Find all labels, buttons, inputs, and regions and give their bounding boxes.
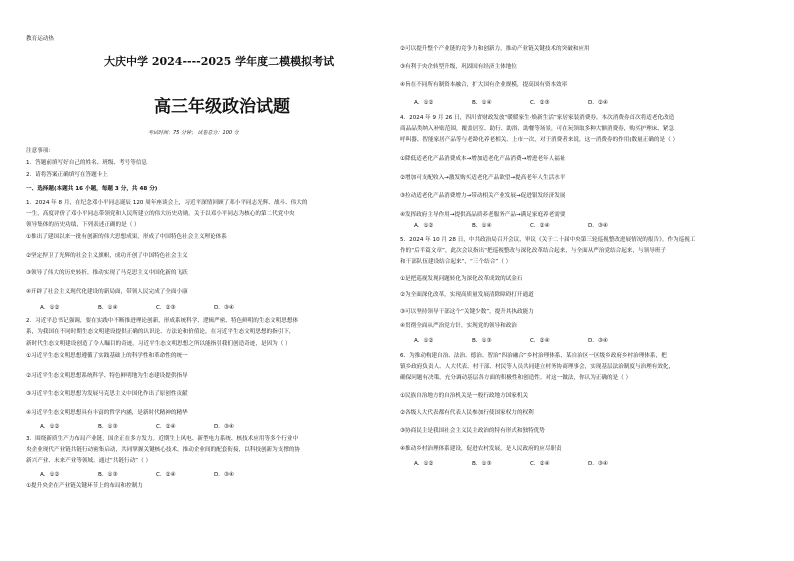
text-line: ①推出了建国以来一批有创新的伟大思想成果，形成了中国特色社会主义理论体系 — [26, 234, 227, 240]
options-q3 — [40, 472, 272, 479]
text-line: ③拉动适老化产品消费增力→带动相关产业发展→促进银发经济发展 — [400, 193, 566, 199]
text-line: ④旨在不同所有制资本融合，扩大国有企业规模，提高国有资本效率 — [400, 82, 568, 88]
text-line: ②增加可支配收入→激发购买适老化产品欲望→提高老年人生活水平 — [400, 175, 566, 181]
answer-option: A．①② — [40, 424, 60, 430]
options-q1 — [40, 305, 272, 312]
text-line: 呼叫器、智能家居产品等与老龄化养老相关、上市一次，对于消费者来说，这一消费券的作用(数量正确的是（ ） — [400, 137, 679, 143]
text-line: ②各级人大代表都有代表人民参加行使国家权力的权利 — [400, 410, 534, 416]
text-line: ③习近平生态文明思想为发展马克思主义中国化作出了原创性贡献 — [26, 391, 188, 397]
text-line: 一、选择题(本题共 16 小题，每题 3 分，共 48 分) — [26, 186, 158, 192]
text-line: 镇乡政府负责人、人大代表、村干部、村民等人员共同建立村务协商理事会，实现基层法治制度与治理有效化， — [400, 364, 675, 370]
text-line: 考试时间：75 分钟； 试卷总分：100 分 — [148, 130, 239, 136]
text-line: 确保问题有决策，充分调动基层各方面的积极性和创造性。对这一做法，你认为正确的是（ ） — [400, 375, 632, 381]
text-line: 4．2024 年 9 月 26 日，四川省财政发放“暖暖家生·焕新生活”家居家装消费券，本次消费券首次将适老化改造 — [400, 115, 675, 121]
answer-option: D．③④ — [214, 424, 234, 430]
answer-option: B．①③ — [472, 461, 492, 467]
answer-option: D．③④ — [214, 472, 234, 478]
text-line: 注意事项： — [26, 148, 54, 154]
text-line: 1．答题前填写好自己的姓名、班级、考号等信息 — [26, 160, 148, 166]
answer-option: C．②④ — [530, 338, 550, 344]
text-line: 1．2024 年 8 月，在纪念邓小平同志诞辰 120 周年座谈会上，习近平深情回顾了邓小平同志光辉、战斗、伟大的 — [26, 200, 308, 206]
answer-option: C．②④ — [156, 472, 176, 478]
answer-option: A．①② — [414, 223, 434, 229]
answer-option: C．②③ — [530, 100, 550, 106]
answer-option: A．①② — [414, 461, 434, 467]
text-line: 2．习近平总书记强调，要在实践中不断推进理论创新，形成系统科学、逻辑严密、特色鲜明的生态文明思想体 — [26, 318, 299, 324]
text-line: ③可以坚持领导干部这个“关键少数”，提升其执政能力 — [400, 309, 534, 315]
text-line: ③领导了伟大的历史转折，推动实现了马克思主义中国化新的飞跃 — [26, 270, 188, 276]
text-line: 新时代生态文明建设创造了令人瞩目的奇迹。习近平生态文明思想之所以能指引我们创造奇迹，是因为（ ） — [26, 341, 291, 347]
answer-option: B．①③ — [472, 338, 492, 344]
options-q4 — [414, 223, 646, 230]
text-line: ②坚定捍卫了光辉的社会主义旗帜，成功开创了中国特色社会主义 — [26, 253, 188, 259]
text-line: 商品品类纳入补贴范围，覆盖居室、助行、助浴、助餐等场景，可在玩领取多种大额消费券，购买护理床、紧急 — [400, 126, 675, 132]
text-line: ①提升央企在产业链关键环节上的布局和控制力 — [26, 483, 143, 489]
text-line: 3．围绕新质生产力布局产业链，国企正在多方发力。近期生上风电、新型电力系统、核技术应用等多个行业中 — [26, 436, 299, 442]
answer-option: D．③④ — [588, 461, 608, 467]
text-line: 5．2024 年 10 月 28 日，中共政治局召开会议，审议《关于二十届中央第三轮巡视整改进展情况的报告》。作为巡视工 — [400, 237, 696, 243]
options-q5 — [414, 338, 646, 345]
answer-option: B．①④ — [98, 305, 118, 311]
text-line: ④习近平生态文明思想具有丰富的哲学内涵，是新时代精神的精华 — [26, 410, 188, 416]
text-line: 2．请将答案正确填写在答题卡上 — [26, 172, 108, 178]
text-line: ④推动乡村治理体系建设，促进农村发展，是人民政府的应尽职责 — [400, 446, 562, 452]
text-line: 领导集体的历史功绩，下列表述正确的是（ ） — [26, 222, 140, 228]
text-line: 作的“后半篇文章”，此次会议指出“把巡视整改与深化改革结合起来，与全面从严治党结合起来，与领导班子 — [400, 248, 667, 254]
text-line: ④发挥政府主导作用→提供高品质养老服务产品→满足家庭养老需要 — [400, 212, 566, 218]
text-line: ②习近平生态文明思想系统科学、特色鲜明地为生态建设提供指导 — [26, 373, 188, 379]
text-line: ④开辟了社会主义现代化建设的新局面，带领人民完成了全面小康 — [26, 289, 188, 295]
text-line: ①习近平生态文明思想遵循了实践基础上的科学性和革命性的统一 — [26, 353, 188, 359]
answer-option: C．②④ — [156, 424, 176, 430]
answer-option: B．①③ — [98, 424, 118, 430]
text-line: ②可以提升整个产业链的竞争力和创新力，推动产业链关键技术的突破和应用 — [400, 46, 590, 52]
options-q3 — [414, 100, 646, 107]
answer-option: D．②④ — [588, 100, 608, 106]
text-line: 6．为推动构建自治、法治、德治、智治“四治融合”乡村治理体系，某自治区一区级乡政府乡村治理体系，把 — [400, 353, 667, 359]
answer-option: C．②④ — [530, 461, 550, 467]
text-line: ④贯彻全面从严治党方针，实现党的领导和政治 — [400, 323, 517, 329]
text-line: ②为全面深化改革，实现高质量发展清除障碍打开通道 — [400, 292, 534, 298]
answer-option: A．①② — [414, 100, 434, 106]
answer-option: B．①④ — [472, 100, 492, 106]
options-q6 — [414, 461, 646, 468]
answer-option: A．①② — [40, 305, 60, 311]
options-q2 — [40, 424, 272, 431]
answer-option: D．③④ — [214, 305, 234, 311]
answer-option: D．③④ — [588, 338, 608, 344]
answer-option: B．①③ — [98, 472, 118, 478]
text-line: 和干部队伍建设结合起来”，“三个结合”（ ） — [400, 259, 512, 265]
text-line: ③有利于央企转型升级，巩固国有经济主体地位 — [400, 64, 517, 70]
answer-option: D．③④ — [588, 223, 608, 229]
text-line: ①降低适老化产品消费成本→增加适老化产品消费→增进老年人福祉 — [400, 156, 566, 162]
exam-header-title: 大庆中学 2024----2025 学年度二模模拟考试 — [104, 55, 335, 68]
answer-option: C．②③ — [156, 305, 176, 311]
answer-option: A．①② — [40, 472, 60, 478]
text-line: ①民族自治地方的自治机关是一般行政地方国家机关 — [400, 393, 529, 399]
exam-subject-title: 高三年级政治试题 — [154, 97, 290, 117]
answer-option: A．①② — [414, 338, 434, 344]
answer-option: C．②④ — [530, 223, 550, 229]
text-line: 央企业现代产业链共链行动密集启动，共同掌握关键核心技术，推动企业间的配套衔接，以科技创新为支撑的协 — [26, 447, 301, 453]
text-line: 教育运动热 — [26, 36, 54, 42]
text-line: 一生，高度评价了邓小平同志带领党和人民所建立的伟大历史功勋。关于以邓小平同志为核心的第二代党中央 — [26, 211, 295, 217]
answer-option: B．①④ — [472, 223, 492, 229]
text-line: 新兴产业、未来产业等领域。通过“共链行动”（ ） — [26, 458, 152, 464]
text-line: ③协商民主是我国社会主义民主政治的特有形式和独特优势 — [400, 428, 545, 434]
text-line: 系，为我国在不同时期生态文明建设提供正确的认识论、方法论和价值论。在习近平生态文明思想的指引下， — [26, 329, 295, 335]
text-line: ①是把巡视发现问题转化为深化改革成效的试金石 — [400, 276, 523, 282]
